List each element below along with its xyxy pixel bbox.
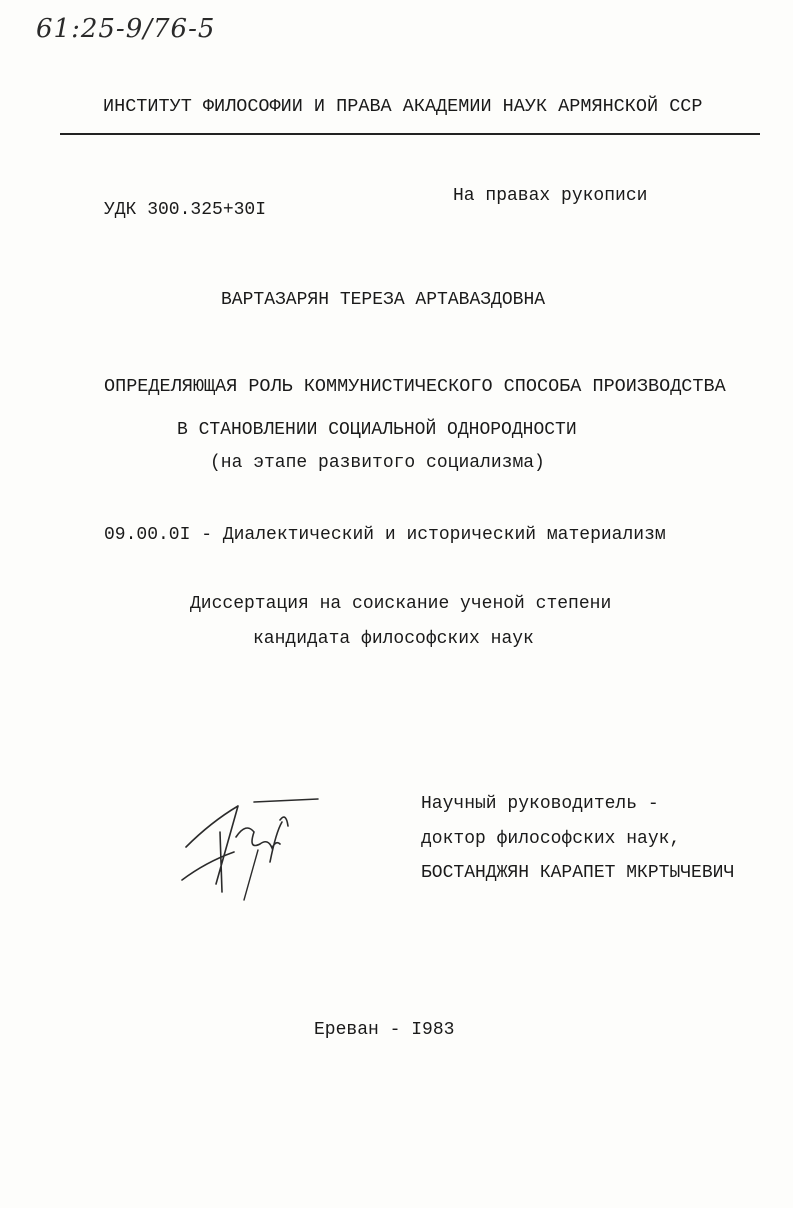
- title-line-3: (на этапе развитого социализма): [210, 453, 545, 473]
- supervisor-signature: [176, 792, 326, 907]
- supervisor-name: БОСТАНДЖЯН КАРАПЕТ МКРТЫЧЕВИЧ: [421, 863, 735, 883]
- supervisor-degree: доктор философских наук,: [421, 829, 681, 849]
- specialty-code: 09.00.0I - Диалектический и исторический материализм: [104, 525, 666, 545]
- title-line-1: ОПРЕДЕЛЯЮЩАЯ РОЛЬ КОММУНИСТИЧЕСКОГО СПОСОБА ПРОИЗВОДСТВА: [104, 376, 726, 397]
- supervisor-label: Научный руководитель -: [421, 794, 659, 814]
- degree-line-2: кандидата философских наук: [253, 629, 534, 649]
- institution-header: ИНСТИТУТ ФИЛОСОФИИ И ПРАВА АКАДЕМИИ НАУК АРМЯНСКОЙ ССР: [103, 96, 703, 117]
- header-rule: [60, 133, 760, 135]
- udc-code: УДК 300.325+30I: [104, 200, 267, 220]
- author-name: ВАРТАЗАРЯН ТЕРЕЗА АРТАВАЗДОВНА: [221, 290, 546, 310]
- title-line-2: В СТАНОВЛЕНИИ СОЦИАЛЬНОЙ ОДНОРОДНОСТИ: [177, 420, 577, 440]
- rights-note: На правах рукописи: [453, 186, 648, 206]
- place-year: Ереван - I983: [314, 1020, 455, 1040]
- handwritten-archive-mark: 61:25-9/76-5: [36, 14, 216, 44]
- degree-line-1: Диссертация на соискание ученой степени: [190, 594, 612, 614]
